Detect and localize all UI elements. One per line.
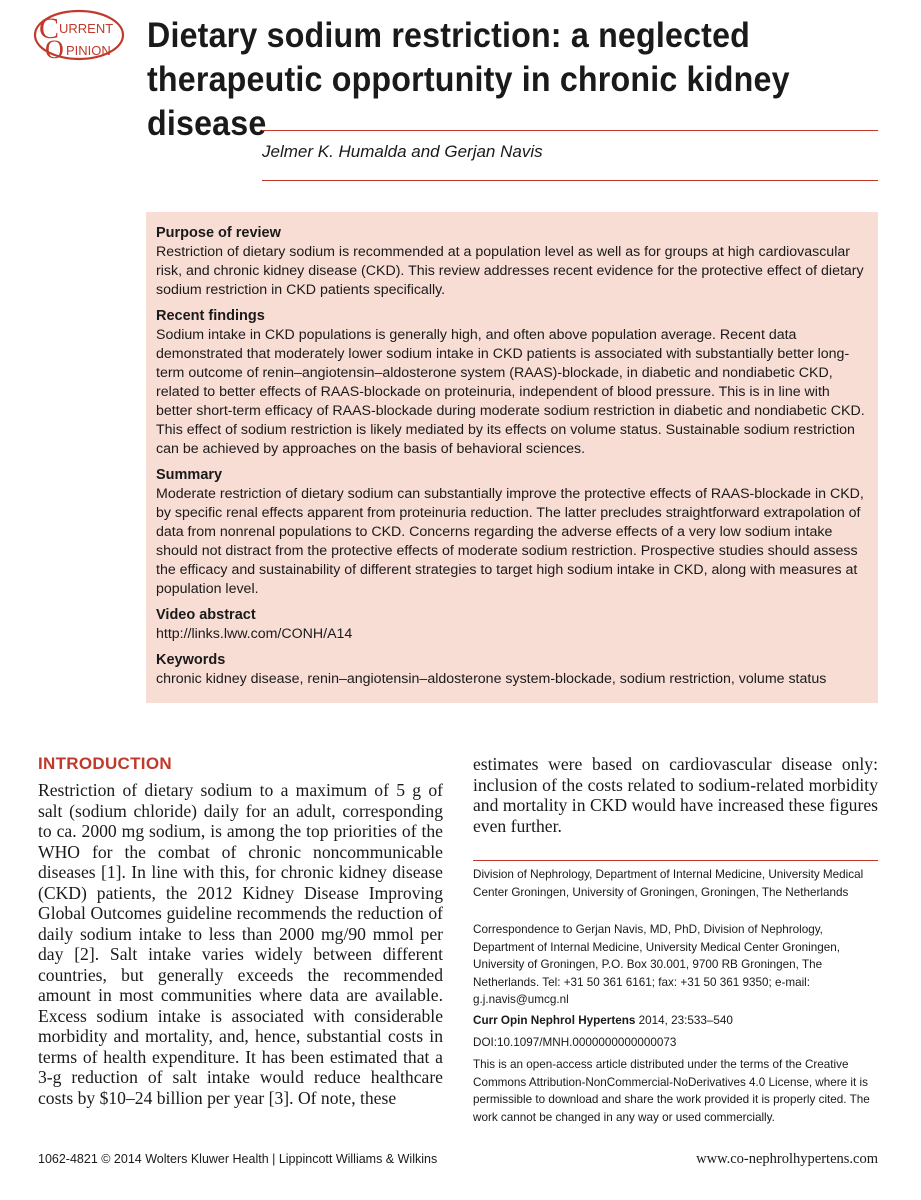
- doi: DOI:10.1097/MNH.0000000000000073: [473, 1036, 677, 1049]
- abstract-keywords: [156, 651, 868, 689]
- abstract-text: Restriction of dietary sodium is recommended at a population level as well as for groups at high cardiovascular risk, and chronic kidney disease (CKD). This review addresses recent evidence for the protective effect of dietary sodium restriction in CKD patients specifically.: [156, 244, 864, 298]
- authors-divider: [262, 180, 878, 181]
- abstract-video: [156, 606, 868, 644]
- article-title: Dietary sodium restriction: a neglected therapeutic opportunity in chronic kidney disease: [147, 16, 790, 143]
- top-divider: [262, 130, 878, 131]
- footer-url[interactable]: www.co-nephrolhypertens.com: [696, 1151, 878, 1167]
- article-authors: Jelmer K. Humalda and Gerjan Navis: [262, 142, 543, 161]
- citation: [473, 1012, 878, 1030]
- abstract-text: Moderate restriction of dietary sodium can substantially improve the protective effects of RAAS-blockade in CKD, by specific renal effects apparent from proteinuria reduction. The latter precludes straightforward extrapolation of data from nonrenal populations to CKD. Concerns regarding the adverse effects of a very low sodium intake should not distract from the protective effects of moderate sodium restriction. Prospective studies should assess the efficacy and sustainability of different strategies to target high sodium intake in CKD, along with measures at population level.: [156, 486, 864, 597]
- footer-copyright: 1062-4821 © 2014 Wolters Kluwer Health | Lippincott Williams & Wilkins: [38, 1152, 438, 1166]
- logo-line-2: PINION: [66, 43, 111, 58]
- citation-journal: Curr Opin Nephrol Hypertens: [473, 1014, 636, 1027]
- citation-details: 2014, 23:533–540: [635, 1014, 733, 1027]
- affiliation-division: Division of Nephrology, Department of Internal Medicine, University Medical Center Groningen, University of Groningen, Groningen, The Netherlands: [473, 868, 864, 899]
- abstract-text: Sodium intake in CKD populations is generally high, and often above population average. Recent data demonstrated that moderately lower sodium intake in CKD patients is associated with substantially better long-term outcome of renin–angiotensin–aldosterone system (RAAS)-blockade, in diabetic and nondiabetic CKD, related to better effects of RAAS-blockade on proteinuria, independent of blood pressure. This is in line with better short-term efficacy of RAAS-blockade during moderate sodium restriction in diabetic and nondiabetic CKD. This effect of sodium restriction is likely mediated by its effects on volume status. Sustainable sodium restriction can be achieved by approaches on the basis of behavioral sciences.: [156, 327, 865, 457]
- abstract-summary: [156, 466, 868, 599]
- abstract-purpose: [156, 224, 868, 300]
- introduction-heading: INTRODUCTION: [38, 754, 172, 773]
- svg-text:C: C: [39, 12, 60, 45]
- abstract-heading: Video abstract: [156, 607, 256, 623]
- abstract-text: chronic kidney disease, renin–angiotensin–aldosterone system-blockade, sodium restriction, volume status: [156, 671, 827, 687]
- current-opinion-logo: [33, 8, 131, 62]
- abstract-box: [146, 212, 878, 703]
- video-abstract-link[interactable]: http://links.lww.com/CONH/A14: [156, 626, 353, 642]
- body-left-column: Restriction of dietary sodium to a maximum of 5 g of salt (sodium chloride) daily for an adult, corresponding to ca. 2000 mg sodium, is among the top priorities of the WHO for the combat of chronic noncommunicable diseases [1]. In line with this, for chronic kidney disease (CKD) patients, the 2012 Kidney Disease Improving Global Outcomes guideline recommends the reduction of daily sodium intake to less than 2000 mg/90 mmol per day [2]. Salt intake varies widely between different countries, but generally exceeds the recommended amount in most communities where data are available. Excess sodium intake is associated with considerable morbidity and mortality, and, hence, substantial costs in terms of health expenditure. It has been estimated that a 3-g reduction of salt intake would reduce healthcare costs by $10–24 billion per year [3]. Of note, these: [38, 780, 443, 1108]
- affiliation-correspondence: Correspondence to Gerjan Navis, MD, PhD, Division of Nephrology, Department of Internal Medicine, University Medical Center Groningen, University of Groningen, P.O. Box 30.001, 9700 RB Groningen, The Netherlands. Tel: +31 50 361 6161; fax: +31 50 361 9350; e-mail: g.j.navis@umcg.nl: [473, 923, 841, 1006]
- affiliation-divider: [473, 860, 878, 861]
- abstract-heading: Recent findings: [156, 308, 265, 324]
- license-text: This is an open-access article distributed under the terms of the Creative Commons Attribution-NonCommercial-NoDerivatives 4.0 License, where it is permissible to download and share the work provided it is properly cited. The work cannot be changed in any way or used commercially.: [473, 1058, 870, 1124]
- abstract-findings: [156, 307, 868, 459]
- abstract-heading: Summary: [156, 467, 223, 483]
- abstract-heading: Keywords: [156, 652, 226, 668]
- logo-line-1: URRENT: [59, 21, 114, 36]
- abstract-heading: Purpose of review: [156, 225, 281, 241]
- svg-text:O: O: [45, 35, 64, 62]
- body-right-column: estimates were based on cardiovascular disease only: inclusion of the costs related to sodium-related morbidity and mortality in CKD would have increased these figures even further.: [473, 754, 878, 836]
